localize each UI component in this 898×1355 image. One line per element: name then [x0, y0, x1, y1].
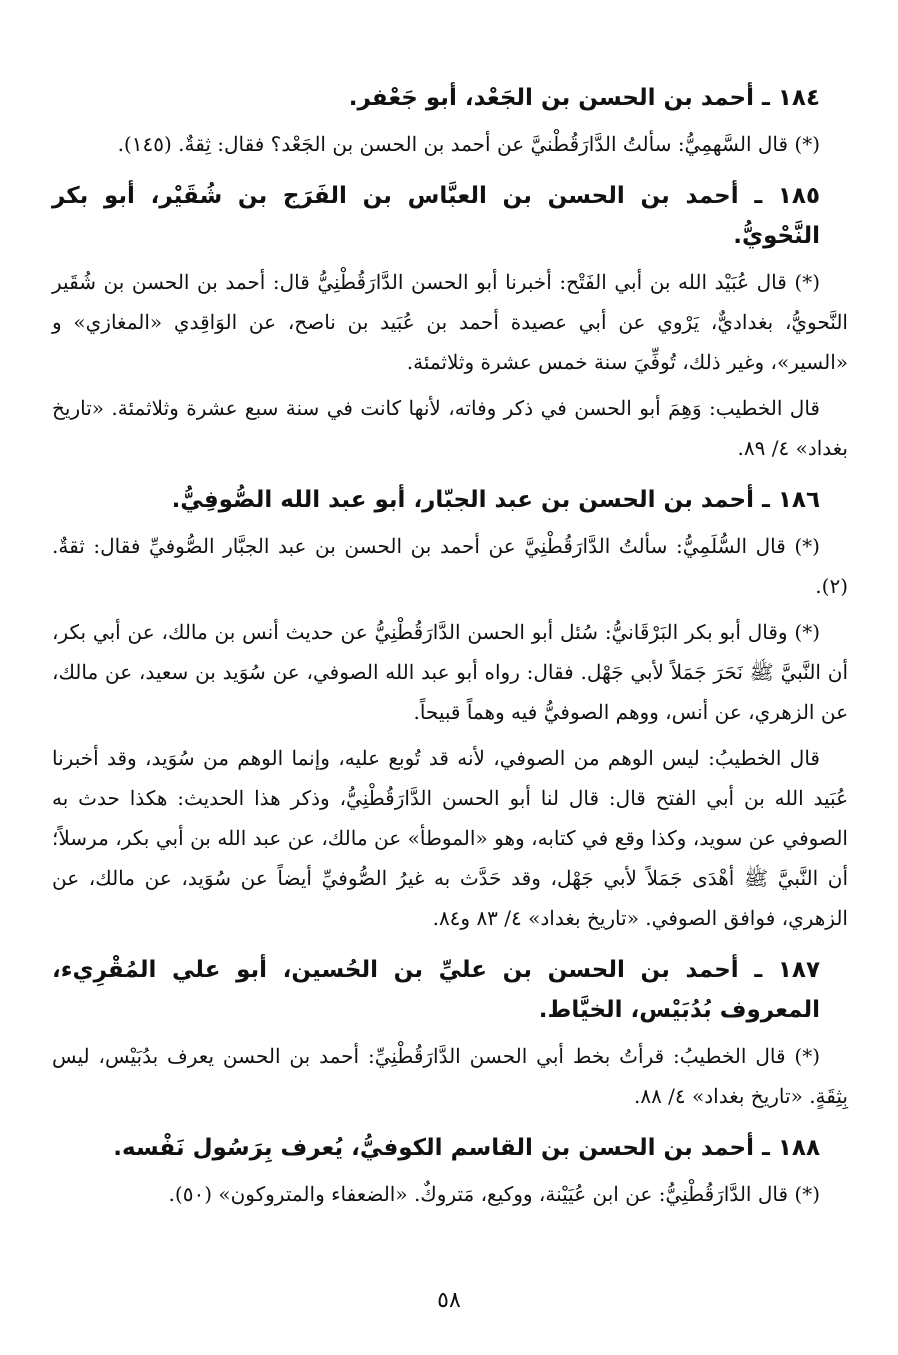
- entry-heading: ١٨٥ ـ أحمد بن الحسن بن العبَّاس بن الفَرَج بن شُقَيْر، أبو بكر النَّحْويُّ.: [52, 183, 820, 249]
- page-number: ٥٨: [437, 1288, 461, 1313]
- entry-paragraph: (*) قال عُبَيْد الله بن أبي الفَتْح: أخبرنا أبو الحسن الدَّارَقُطْنِيُّ قال: أحمد بن الحسن بن شُقَير النَّحويُّ، بغداديٌّ، يَرْوي عن أبي عصيدة أحمد بن عُبَيد بن ناصح، عن الوَاقِدي «المغازي» و «السير»، وغير ذلك، تُوفِّيَ سنة خمس عشرة وثلاثمئة.: [52, 270, 848, 374]
- entry-paragraph: (*) قال السُّلَمِيُّ: سألتُ الدَّارَقُطْنِيَّ عن أحمد بن الحسن بن عبد الجبَّار الصُّوفيِّ فقال: ثقةٌ. (٢).: [52, 534, 848, 598]
- entry-184: [52, 78, 848, 164]
- entry-186: [52, 480, 848, 938]
- entry-paragraph: قال الخطيبُ: ليس الوهم من الصوفي، لأنه قد تُوبع عليه، وإنما الوهم من سُوَيد، وقد أخبرنا عُبَيد الله بن أبي الفتح قال: قال لنا أبو الحسن الدَّارَقُطْنِيُّ، وذكر هذا الحديث: هكذا حدث به الصوفي عن سويد، وكذا وقع في كتابه، وهو «الموطأ» عن مالك، عن عبد الله بن أبي بكر، مرسلاً؛ أن النَّبيَّ ﷺ أهْدَى جَمَلاً لأبي جَهْل، وقد حَدَّث به غيرُ الصُّوفيِّ أيضاً عن سُوَيد، عن مالك، عن الزهري، فوافق الصوفي. «تاريخ بغداد» ٤/ ٨٣ و٨٤.: [52, 746, 848, 930]
- entry-188: [52, 1128, 848, 1214]
- entry-heading: ١٨٦ ـ أحمد بن الحسن بن عبد الجبّار، أبو عبد الله الصُّوفِيُّ.: [171, 487, 820, 513]
- entry-paragraph: (*) وقال أبو بكر البَرْقَانيُّ: سُئل أبو الحسن الدَّارَقُطْنِيُّ عن حديث أنس بن مالك، عن أبي بكر، أن النَّبيَّ ﷺ نَحَرَ جَمَلاً لأبي جَهْل. فقال: رواه أبو عبد الله الصوفي، عن سُوَيد بن سعيد، عن مالك، عن الزهري، عن أنس، ووهم الصوفيُّ فيه وهماً قبيحاً.: [52, 620, 848, 724]
- entry-185: [52, 176, 848, 468]
- entry-paragraph: (*) قال السَّهمِيُّ: سألتُ الدَّارَقُطْنيَّ عن أحمد بن الحسن بن الجَعْد؟ فقال: ثِقةٌ. (١٤٥).: [117, 132, 820, 156]
- entry-187: [52, 950, 848, 1116]
- page-body: [52, 78, 848, 1226]
- entry-paragraph: (*) قال الدَّارَقُطْنِيُّ: عن ابن عُيَيْنة، ووكيع، مَتروكٌ. «الضعفاء والمتروكون» (٥٠).: [168, 1182, 820, 1206]
- entry-heading: ١٨٧ ـ أحمد بن الحسن بن عليِّ بن الحُسين، أبو علي المُقْرِيء، المعروف بُدُبَيْس، الخيَّاط.: [52, 957, 820, 1023]
- entry-heading: ١٨٤ ـ أحمد بن الحسن بن الجَعْد، أبو جَعْفر.: [348, 85, 820, 111]
- entry-paragraph: قال الخطيب: وَهِمَ أبو الحسن في ذكر وفاته، لأنها كانت في سنة سبع عشرة وثلاثمئة. «تاريخ بغداد» ٤/ ٨٩.: [52, 396, 848, 460]
- entry-heading: ١٨٨ ـ أحمد بن الحسن بن القاسم الكوفيُّ، يُعرف بِرَسُول نَفْسه.: [113, 1135, 820, 1161]
- entry-paragraph: (*) قال الخطيبُ: قرأتُ بخط أبي الحسن الدَّارَقُطْنِيِّ: أحمد بن الحسن يعرف بدُبَيْس، ليس بِثِقَةٍ. «تاريخ بغداد» ٤/ ٨٨.: [52, 1044, 848, 1108]
